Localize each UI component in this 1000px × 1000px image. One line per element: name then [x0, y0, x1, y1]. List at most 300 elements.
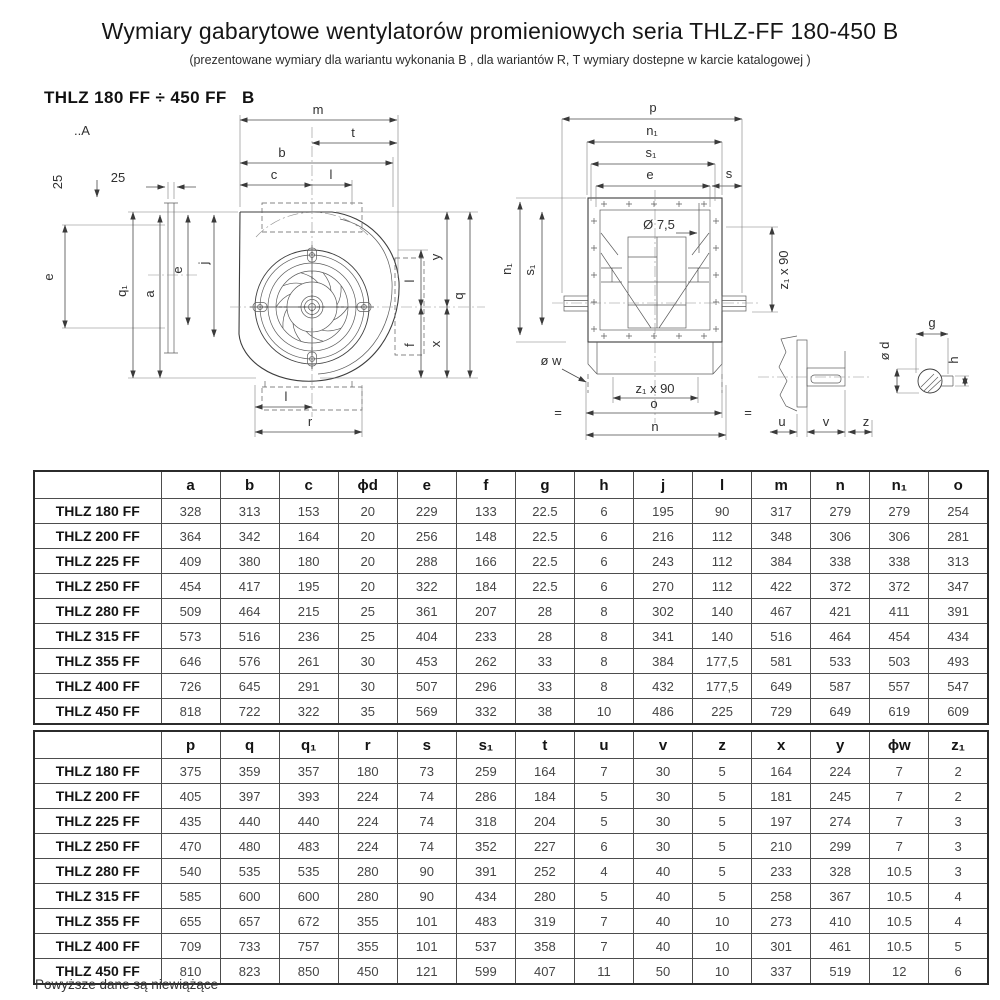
dimensions-table-2	[33, 730, 989, 985]
dim-value: 332	[456, 699, 515, 725]
dimension-label: v	[822, 414, 830, 429]
dim-value: 30	[634, 784, 693, 809]
dim-value: 74	[397, 834, 456, 859]
dim-value: 657	[220, 909, 279, 934]
dim-value: 30	[338, 674, 397, 699]
dim-value: 516	[220, 624, 279, 649]
dim-value: 411	[870, 599, 929, 624]
dim-value: 270	[634, 574, 693, 599]
dim-value: 6	[929, 959, 988, 985]
dim-value: 375	[161, 759, 220, 784]
dim-value: 279	[870, 499, 929, 524]
table-row	[34, 834, 988, 859]
bolt-hole-mark	[591, 272, 597, 278]
dim-value: 6	[574, 834, 633, 859]
dimension-label: e	[170, 266, 185, 274]
page-title: Wymiary gabarytowe wentylatorów promieniowych seria THLZ-FF 180-450 B	[101, 18, 899, 44]
dim-value: 90	[397, 859, 456, 884]
dim-value: 328	[811, 859, 870, 884]
dim-value: 557	[870, 674, 929, 699]
dimension-label: s₁	[522, 264, 537, 276]
bolt-hole-mark	[591, 245, 597, 251]
dim-value: 533	[811, 649, 870, 674]
dim-value: 600	[279, 884, 338, 909]
dim-value: 207	[456, 599, 515, 624]
dim-value: 164	[279, 524, 338, 549]
dim-value: 20	[338, 574, 397, 599]
dim-value: 655	[161, 909, 220, 934]
dim-column-header: p	[161, 731, 220, 759]
bolt-hole-mark	[676, 201, 682, 207]
dim-value: 140	[693, 624, 752, 649]
dim-value: 101	[397, 934, 456, 959]
dim-value: 306	[870, 524, 929, 549]
dim-column-header: s	[397, 731, 456, 759]
dim-value: 224	[338, 834, 397, 859]
dim-value: 74	[397, 784, 456, 809]
dim-column-header: q	[220, 731, 279, 759]
dimension-label: z₁ x 90	[776, 250, 791, 290]
bolt-hole-mark	[651, 201, 657, 207]
dimension-label: b	[278, 145, 286, 160]
footer-note: Powyższe dane są niewiążące	[35, 977, 219, 992]
dim-value: 372	[811, 574, 870, 599]
dim-value: 3	[929, 859, 988, 884]
dimension-label: n₁	[499, 263, 514, 275]
dim-value: 322	[397, 574, 456, 599]
dim-value: 467	[752, 599, 811, 624]
dim-value: 585	[161, 884, 220, 909]
dimensions-table-1	[33, 470, 989, 725]
dim-value: 40	[634, 859, 693, 884]
dim-value: 573	[161, 624, 220, 649]
dim-value: 259	[456, 759, 515, 784]
dim-value: 224	[811, 759, 870, 784]
dim-value: 600	[220, 884, 279, 909]
dim-value: 153	[279, 499, 338, 524]
bolt-hole-mark	[713, 326, 719, 332]
bolt-hole-mark	[601, 333, 607, 339]
bolt-hole-mark	[626, 333, 632, 339]
dim-value: 288	[397, 549, 456, 574]
dim-value: 645	[220, 674, 279, 699]
model-name: THLZ 400 FF	[34, 934, 161, 959]
dim-value: 347	[929, 574, 988, 599]
dim-value: 397	[220, 784, 279, 809]
dim-value: 227	[515, 834, 574, 859]
model-name: THLZ 450 FF	[34, 959, 161, 985]
dim-value: 342	[220, 524, 279, 549]
dim-value: 243	[634, 549, 693, 574]
dim-value: 3	[929, 809, 988, 834]
dim-value: 224	[338, 809, 397, 834]
dim-value: 180	[338, 759, 397, 784]
dim-column-header: e	[397, 471, 456, 499]
table-header-row	[34, 471, 988, 499]
dimension-label: 25	[110, 170, 126, 185]
dim-value: 133	[456, 499, 515, 524]
model-name: THLZ 200 FF	[34, 784, 161, 809]
dim-value: 646	[161, 649, 220, 674]
dim-value: 391	[929, 599, 988, 624]
dim-value: 341	[634, 624, 693, 649]
dim-value: 33	[515, 674, 574, 699]
dim-value: 121	[397, 959, 456, 985]
dim-value: 328	[161, 499, 220, 524]
dim-value: 38	[515, 699, 574, 725]
table-row	[34, 759, 988, 784]
empty-corner-cell	[34, 471, 161, 499]
dim-value: 338	[811, 549, 870, 574]
dim-value: 434	[929, 624, 988, 649]
dim-value: 204	[515, 809, 574, 834]
dimension-label: n	[651, 419, 659, 434]
dim-value: 535	[279, 859, 338, 884]
dimension-label: =	[554, 405, 562, 420]
dim-value: 757	[279, 934, 338, 959]
shaft-detail	[758, 336, 872, 437]
dim-column-header: a	[161, 471, 220, 499]
dim-column-header: t	[515, 731, 574, 759]
dim-value: 10	[693, 959, 752, 985]
table-row	[34, 884, 988, 909]
table-row	[34, 784, 988, 809]
model-name: THLZ 250 FF	[34, 834, 161, 859]
dim-value: 5	[693, 759, 752, 784]
table-row	[34, 499, 988, 524]
dim-value: 225	[693, 699, 752, 725]
dim-value: 280	[338, 884, 397, 909]
dim-value: 112	[693, 549, 752, 574]
model-name: THLZ 200 FF	[34, 524, 161, 549]
dim-value: 30	[634, 834, 693, 859]
dim-column-header: s₁	[456, 731, 515, 759]
table-row	[34, 599, 988, 624]
dim-column-header: l	[693, 471, 752, 499]
dimension-label: y	[428, 253, 443, 261]
bolt-hole-mark	[713, 245, 719, 251]
dim-value: 40	[634, 934, 693, 959]
dim-value: 101	[397, 909, 456, 934]
dim-value: 6	[574, 524, 633, 549]
dim-value: 547	[929, 674, 988, 699]
dimension-label: s₁	[645, 145, 657, 160]
bolt-hole-mark	[701, 201, 707, 207]
dim-value: 22.5	[515, 524, 574, 549]
dim-value: 90	[397, 884, 456, 909]
dim-column-header: ϕw	[870, 731, 929, 759]
dimension-label: p	[649, 100, 657, 115]
dim-value: 318	[456, 809, 515, 834]
bolt-hole-mark	[626, 201, 632, 207]
dim-value: 453	[397, 649, 456, 674]
dim-value: 729	[752, 699, 811, 725]
dimension-label: e	[646, 167, 654, 182]
dim-value: 10.5	[870, 934, 929, 959]
dim-value: 12	[870, 959, 929, 985]
dim-value: 5	[693, 884, 752, 909]
dim-value: 258	[752, 884, 811, 909]
dim-value: 5	[693, 809, 752, 834]
dim-value: 215	[279, 599, 338, 624]
bolt-hole-mark	[676, 333, 682, 339]
dim-value: 454	[161, 574, 220, 599]
table-row	[34, 909, 988, 934]
dim-value: 10	[693, 909, 752, 934]
model-name: THLZ 225 FF	[34, 809, 161, 834]
dim-value: 355	[338, 934, 397, 959]
dimension-label: t	[351, 125, 355, 140]
table-row	[34, 524, 988, 549]
dimension-label: l	[329, 167, 333, 182]
dim-value: 7	[870, 784, 929, 809]
dim-column-header: o	[929, 471, 988, 499]
model-name: THLZ 225 FF	[34, 549, 161, 574]
dim-value: 286	[456, 784, 515, 809]
dim-value: 7	[574, 759, 633, 784]
dim-value: 464	[811, 624, 870, 649]
dim-value: 11	[574, 959, 633, 985]
dim-value: 317	[752, 499, 811, 524]
dim-value: 181	[752, 784, 811, 809]
model-name: THLZ 355 FF	[34, 649, 161, 674]
dim-value: 357	[279, 759, 338, 784]
dim-value: 454	[870, 624, 929, 649]
dim-value: 6	[574, 549, 633, 574]
dim-value: 319	[515, 909, 574, 934]
table-row	[34, 549, 988, 574]
dim-value: 7	[870, 809, 929, 834]
bolt-hole-mark	[591, 218, 597, 224]
dim-column-header: b	[220, 471, 279, 499]
dim-value: 10.5	[870, 884, 929, 909]
dim-value: 480	[220, 834, 279, 859]
impeller-blade	[333, 307, 348, 320]
dimension-label: l	[402, 279, 417, 283]
dim-value: 210	[752, 834, 811, 859]
bolt-hole-mark	[713, 218, 719, 224]
dimension-label: ø w	[540, 353, 562, 368]
model-name: THLZ 355 FF	[34, 909, 161, 934]
dim-value: 709	[161, 934, 220, 959]
empty-corner-cell	[34, 731, 161, 759]
dimension-label: e	[41, 273, 56, 281]
dim-value: 164	[515, 759, 574, 784]
dim-value: 6	[574, 574, 633, 599]
dim-value: 493	[929, 649, 988, 674]
dim-value: 649	[752, 674, 811, 699]
dim-value: 3	[929, 834, 988, 859]
dim-value: 313	[929, 549, 988, 574]
page-subtitle: (prezentowane wymiary dla wariantu wykonania B , dla wariantów R, T wymiary dostepne w karcie katalogowej )	[189, 53, 811, 67]
bolt-hole-mark	[713, 272, 719, 278]
bolt-hole-mark	[701, 333, 707, 339]
dim-value: 850	[279, 959, 338, 985]
model-name: THLZ 450 FF	[34, 699, 161, 725]
dim-value: 535	[220, 859, 279, 884]
dim-value: 10.5	[870, 859, 929, 884]
dimension-label: m	[312, 102, 324, 117]
dimension-label: a	[142, 290, 157, 298]
dimension-label: h	[946, 356, 961, 364]
dim-value: 486	[634, 699, 693, 725]
dim-value: 5	[574, 784, 633, 809]
dim-value: 404	[397, 624, 456, 649]
dim-value: 74	[397, 809, 456, 834]
dim-value: 274	[811, 809, 870, 834]
model-name: THLZ 280 FF	[34, 859, 161, 884]
dim-value: 380	[220, 549, 279, 574]
dim-value: 30	[634, 809, 693, 834]
dim-value: 348	[752, 524, 811, 549]
dim-value: 252	[515, 859, 574, 884]
dim-value: 22.5	[515, 499, 574, 524]
dim-value: 306	[811, 524, 870, 549]
dimension-label: ø d	[877, 341, 892, 361]
table-row	[34, 674, 988, 699]
dim-column-header: m	[752, 471, 811, 499]
front-dimensions	[128, 115, 478, 437]
dim-value: 5	[693, 834, 752, 859]
dim-value: 6	[574, 499, 633, 524]
dimension-label: r	[307, 414, 313, 429]
dim-value: 112	[693, 574, 752, 599]
dim-value: 364	[161, 524, 220, 549]
table-header-row	[34, 731, 988, 759]
dim-value: 291	[279, 674, 338, 699]
dim-value: 25	[338, 624, 397, 649]
dim-value: 2	[929, 784, 988, 809]
dim-value: 409	[161, 549, 220, 574]
dim-value: 422	[752, 574, 811, 599]
dim-value: 5	[693, 859, 752, 884]
dim-value: 352	[456, 834, 515, 859]
dim-value: 435	[161, 809, 220, 834]
dim-column-header: n	[811, 471, 870, 499]
dim-value: 823	[220, 959, 279, 985]
dim-column-header: h	[574, 471, 633, 499]
dimension-label: q	[451, 292, 466, 300]
dim-value: 166	[456, 549, 515, 574]
dim-value: 148	[456, 524, 515, 549]
dim-value: 581	[752, 649, 811, 674]
dim-value: 197	[752, 809, 811, 834]
dim-column-header: j	[634, 471, 693, 499]
dim-value: 599	[456, 959, 515, 985]
dim-value: 10.5	[870, 909, 929, 934]
dim-value: 10	[574, 699, 633, 725]
dim-value: 229	[397, 499, 456, 524]
dim-value: 672	[279, 909, 338, 934]
dim-column-header: g	[515, 471, 574, 499]
dim-value: 245	[811, 784, 870, 809]
dim-column-header: f	[456, 471, 515, 499]
dim-value: 7	[574, 934, 633, 959]
table-row	[34, 934, 988, 959]
dim-value: 5	[574, 809, 633, 834]
dimension-label: s	[725, 166, 733, 181]
dim-value: 519	[811, 959, 870, 985]
dim-value: 8	[574, 599, 633, 624]
dim-value: 337	[752, 959, 811, 985]
dimension-label: c	[270, 167, 278, 182]
dimension-label: o	[650, 396, 658, 411]
dimension-label: =	[744, 405, 752, 420]
dim-value: 140	[693, 599, 752, 624]
dim-value: 302	[634, 599, 693, 624]
dim-value: 726	[161, 674, 220, 699]
dim-value: 256	[397, 524, 456, 549]
dim-value: 177,5	[693, 649, 752, 674]
dimension-label: j	[196, 261, 211, 265]
dim-value: 355	[338, 909, 397, 934]
dim-value: 367	[811, 884, 870, 909]
dim-value: 432	[634, 674, 693, 699]
dimension-label: z₁ x 90	[635, 381, 675, 396]
dim-value: 216	[634, 524, 693, 549]
dim-value: 20	[338, 499, 397, 524]
dim-value: 4	[929, 909, 988, 934]
table-row	[34, 859, 988, 884]
dim-value: 7	[870, 834, 929, 859]
dim-value: 195	[279, 574, 338, 599]
dim-value: 810	[161, 959, 220, 985]
dimension-label: q₁	[114, 285, 129, 297]
dim-value: 609	[929, 699, 988, 725]
dim-value: 8	[574, 649, 633, 674]
dim-value: 391	[456, 859, 515, 884]
dim-value: 35	[338, 699, 397, 725]
dim-value: 236	[279, 624, 338, 649]
dim-value: 5	[929, 934, 988, 959]
dim-column-header: z	[693, 731, 752, 759]
dim-value: 359	[220, 759, 279, 784]
dim-value: 280	[338, 859, 397, 884]
impeller-blade	[337, 286, 341, 305]
dim-column-header: ϕd	[338, 471, 397, 499]
dim-value: 322	[279, 699, 338, 725]
dim-value: 40	[634, 884, 693, 909]
model-name: THLZ 180 FF	[34, 499, 161, 524]
dimension-label: ..A	[74, 123, 90, 138]
dim-value: 262	[456, 649, 515, 674]
dim-column-header: z₁	[929, 731, 988, 759]
dim-column-header: c	[279, 471, 338, 499]
impeller-blade	[301, 273, 318, 283]
model-name: THLZ 280 FF	[34, 599, 161, 624]
model-name: THLZ 250 FF	[34, 574, 161, 599]
dim-value: 440	[220, 809, 279, 834]
dim-value: 417	[220, 574, 279, 599]
dim-value: 587	[811, 674, 870, 699]
dim-value: 184	[515, 784, 574, 809]
bolt-hole-mark	[601, 201, 607, 207]
dim-value: 516	[752, 624, 811, 649]
dim-column-header: u	[574, 731, 633, 759]
dim-value: 22.5	[515, 574, 574, 599]
dim-value: 40	[634, 909, 693, 934]
dim-value: 4	[929, 884, 988, 909]
dimension-label: z	[862, 414, 870, 429]
dim-value: 281	[929, 524, 988, 549]
dim-value: 722	[220, 699, 279, 725]
dim-value: 20	[338, 524, 397, 549]
dim-value: 507	[397, 674, 456, 699]
dim-value: 33	[515, 649, 574, 674]
dim-column-header: y	[811, 731, 870, 759]
dimension-label: g	[928, 315, 936, 330]
table-row	[34, 624, 988, 649]
